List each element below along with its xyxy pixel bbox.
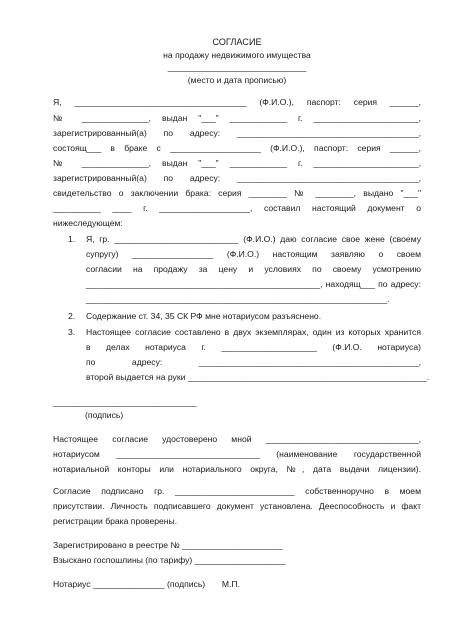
registry-line: Зарегистрировано в реестре № _____________________ [53, 540, 283, 550]
item-line: второй выдается на руки __________________________________________________. [86, 372, 430, 382]
item-line: супругу) _________________ (Ф.И.О.) настоящим заявляю о своем [86, 249, 421, 259]
signed-line: присутствии. Личность подписавшего документ установлена. Дееспособность и факт [53, 501, 421, 511]
document-subtitle: на продажу недвижимого имущества [163, 50, 311, 60]
place-date-caption: (место и дата прописью) [187, 75, 287, 85]
signature-caption: (подпись) [85, 410, 124, 420]
item-line: Настоящее согласие составлено в двух экземплярах, один из которых хранится [86, 327, 421, 337]
body-line: зарегистрированный(а) по адресу: ______________________________________, [53, 173, 421, 183]
certification-line: нотариальной конторы или нотариального округа, №, дата выдачи лицензии). [53, 464, 421, 474]
body-line: состоящ___ в браке с ___________________ (Ф.И.О.), паспорт: серия ______, [53, 143, 421, 153]
item-number: 1. [68, 234, 76, 244]
signed-line: Согласие подписано гр. _________________________ собственноручно в моем [53, 486, 421, 496]
document-title: СОГЛАСИЕ [212, 37, 262, 47]
notary-signature-line: Нотариус _______________ (подпись) М.П. [53, 579, 240, 589]
certification-line: Настоящее согласие удостоверено мной ________________________________, [53, 434, 421, 444]
item-line: Я, гр. __________________________ (Ф.И.О.) даю согласие свое жене (своему [86, 234, 421, 244]
body-line: № ______________, выдан "___" ____________ г. ______________________, [53, 158, 421, 168]
fee-line: Взыскано госпошлины (по тарифу) ___________________ [53, 555, 286, 565]
item-line: по адресу: ______________________________________________, [86, 357, 421, 367]
item-number: 2. [68, 311, 76, 321]
body-line: __________ ____ г. ___________________, составил настоящий документ о [53, 203, 421, 213]
item-number: 3. [68, 327, 76, 337]
signed-line: регистрации брака проверены. [53, 516, 178, 526]
body-line: зарегистрированный(а) по адресу: ______________________________________, [53, 128, 421, 138]
item-line: согласии на продажу за цену и условиях по своему усмотрению [86, 264, 421, 274]
body-line: Я, ____________________________________ (Ф.И.О.), паспорт: серия ______, [53, 97, 421, 107]
certification-line: нотариусом ______________________________ (наименование государственной [53, 449, 421, 459]
item-line: Содержание ст. 34, 35 СК РФ мне нотариусом разъяснено. [86, 311, 322, 321]
item-line: _______________________________________________________________. [86, 294, 390, 304]
body-line: свидетельство о заключении брака: серия ________ № ________, выдано "___" [53, 188, 421, 198]
item-line: _________________________________________________, находящ___ по адресу: [86, 279, 421, 289]
body-line: нижеследующем: [53, 218, 123, 228]
place-date-line: _____________________________ [167, 62, 307, 72]
item-line: в делах нотариуса г. ____________________ (Ф.И.О. нотариуса) [86, 342, 421, 352]
signature-line: ______________________________ [53, 397, 197, 407]
body-line: № ______________, выдан "___" ____________ г. ______________________, [53, 113, 421, 123]
